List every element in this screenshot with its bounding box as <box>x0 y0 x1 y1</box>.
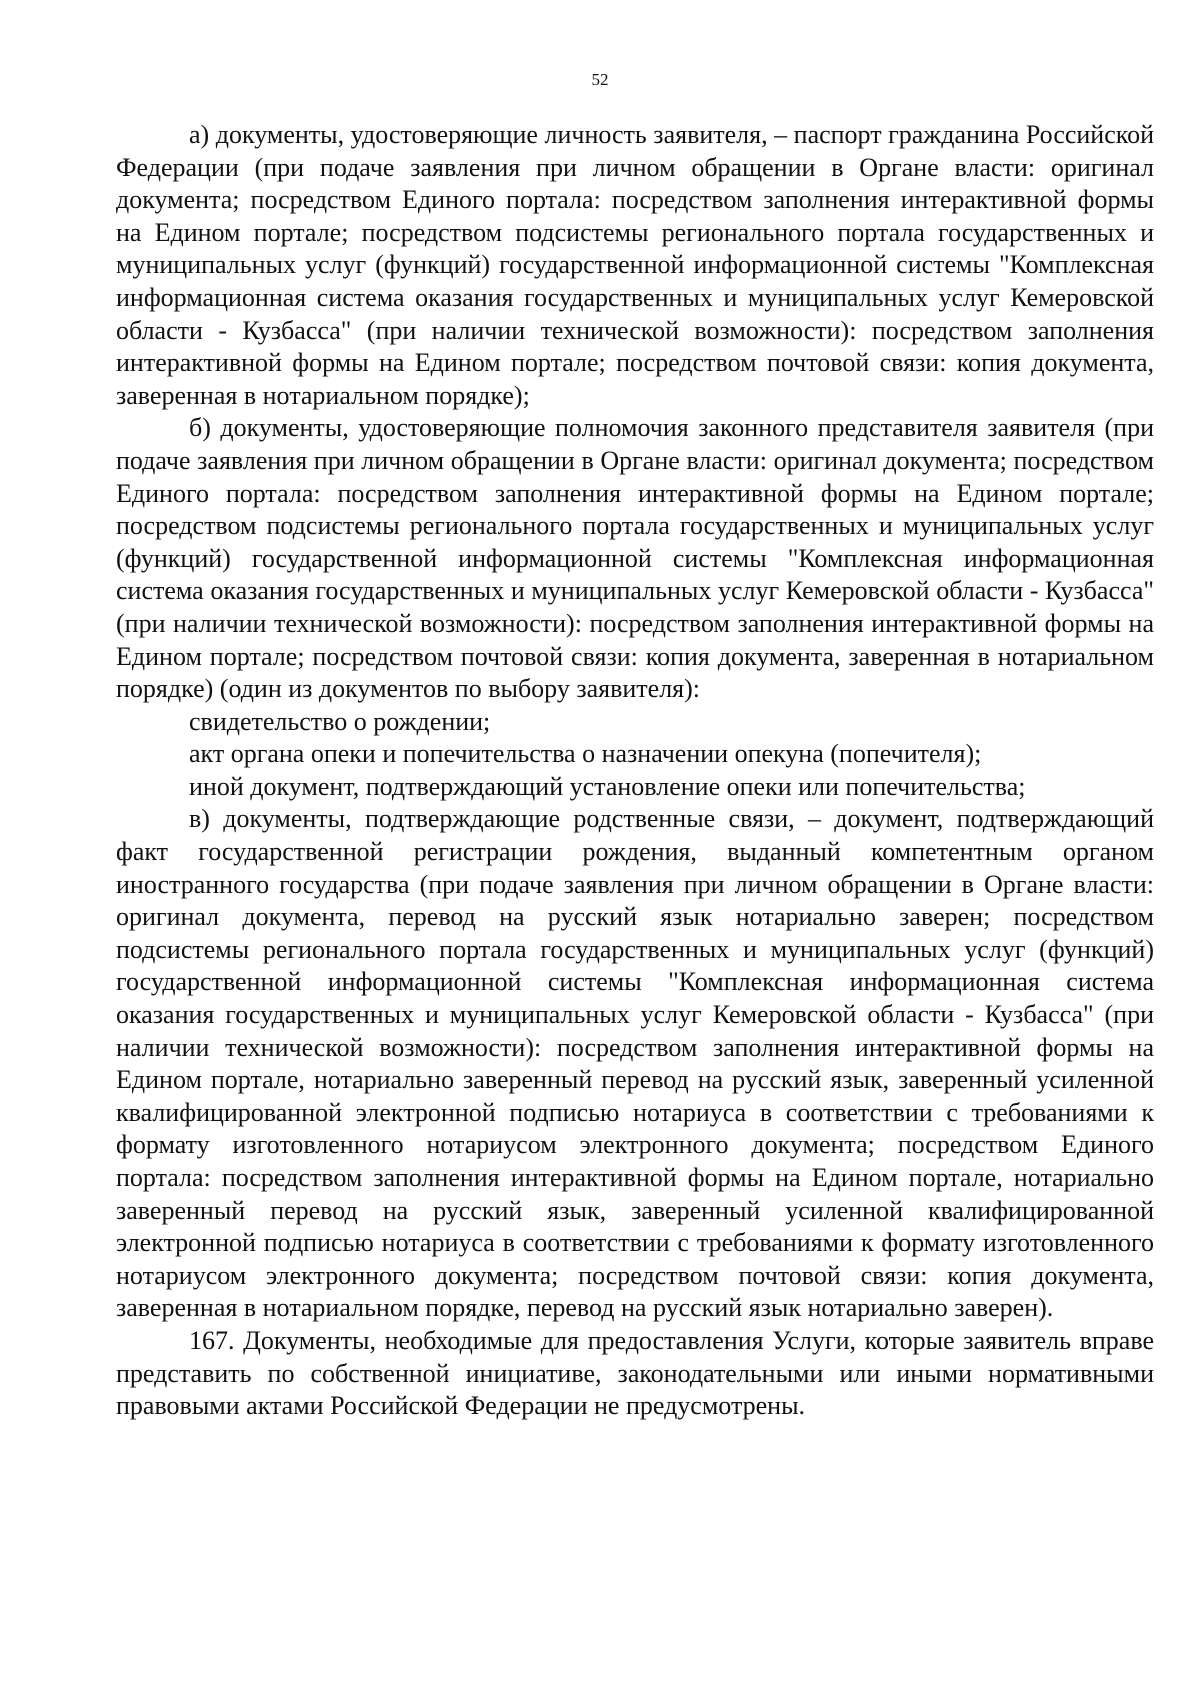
list-item-guardianship-act: акт органа опеки и попечительства о назначении опекуна (попечителя); <box>189 739 982 769</box>
list-item-birth-certificate: свидетельство о рождении; <box>189 706 491 736</box>
paragraph-a-identity-documents: а) документы, удостоверяющие личность заявителя, – паспорт гражданина Российской Федерации (при подаче заявления при личном обращении в Органе власти: оригинал документа; посредством Единого портала: посредством заполнения интерактивной формы на Едином портале; посредством подсистемы регионального портала государственных и муниципальных услуг (функций) государственной информационной системы "Комплексная информационная система оказания государственных и муниципальных услуг Кемеровской области - Кузбасса" (при наличии технической возможности): посредством заполнения интерактивной формы на Едином портале; посредством почтовой связи: копия документа, заверенная в нотариальном порядке); <box>116 120 1154 410</box>
paragraph-167-optional-documents: 167. Документы, необходимые для предоставления Услуги, которые заявитель вправе представить по собственной инициативе, законодательными или иными нормативными правовыми актами Российской Федерации не предусмотрены. <box>116 1325 1154 1421</box>
document-body <box>116 119 1154 1423</box>
list-item-other-guardianship-document: иной документ, подтверждающий установление опеки или попечительства; <box>189 771 1026 801</box>
paragraph-c-kinship-documents: в) документы, подтверждающие родственные связи, – документ, подтверждающий факт государственной регистрации рождения, выданный компетентным органом иностранного государства (при подаче заявления при личном обращении в Органе власти: оригинал документа, перевод на русский язык нотариально заверен; посредством подсистемы регионального портала государственных и муниципальных услуг (функций) государственной информационной системы "Комплексная информационная система оказания государственных и муниципальных услуг Кемеровской области - Кузбасса" (при наличии технической возможности): посредством заполнения интерактивной формы на Едином портале, нотариально заверенный перевод на русский язык, заверенный усиленной квалифицированной электронной подписью нотариуса в соответствии с требованиями к формату изготовленного нотариусом электронного документа; посредством Единого портала: посредством заполнения интерактивной формы на Едином портале, нотариально заверенный перевод на русский язык, заверенный усиленной квалифицированной электронной подписью нотариуса в соответствии с требованиями к формату изготовленного нотариусом электронного документа; посредством почтовой связи: копия документа, заверенная в нотариальном порядке, перевод на русский язык нотариально заверен). <box>116 804 1154 1323</box>
page-number: 52 <box>591 70 609 89</box>
paragraph-b-representative-documents: б) документы, удостоверяющие полномочия законного представителя заявителя (при подаче заявления при личном обращении в Органе власти: оригинал документа; посредством Единого портала: посредством заполнения интерактивной формы на Едином портале; посредством подсистемы регионального портала государственных и муниципальных услуг (функций) государственной информационной системы "Комплексная информационная система оказания государственных и муниципальных услуг Кемеровской области - Кузбасса" (при наличии технической возможности): посредством заполнения интерактивной формы на Едином портале; посредством почтовой связи: копия документа, заверенная в нотариальном порядке) (один из документов по выбору заявителя): <box>116 413 1154 704</box>
